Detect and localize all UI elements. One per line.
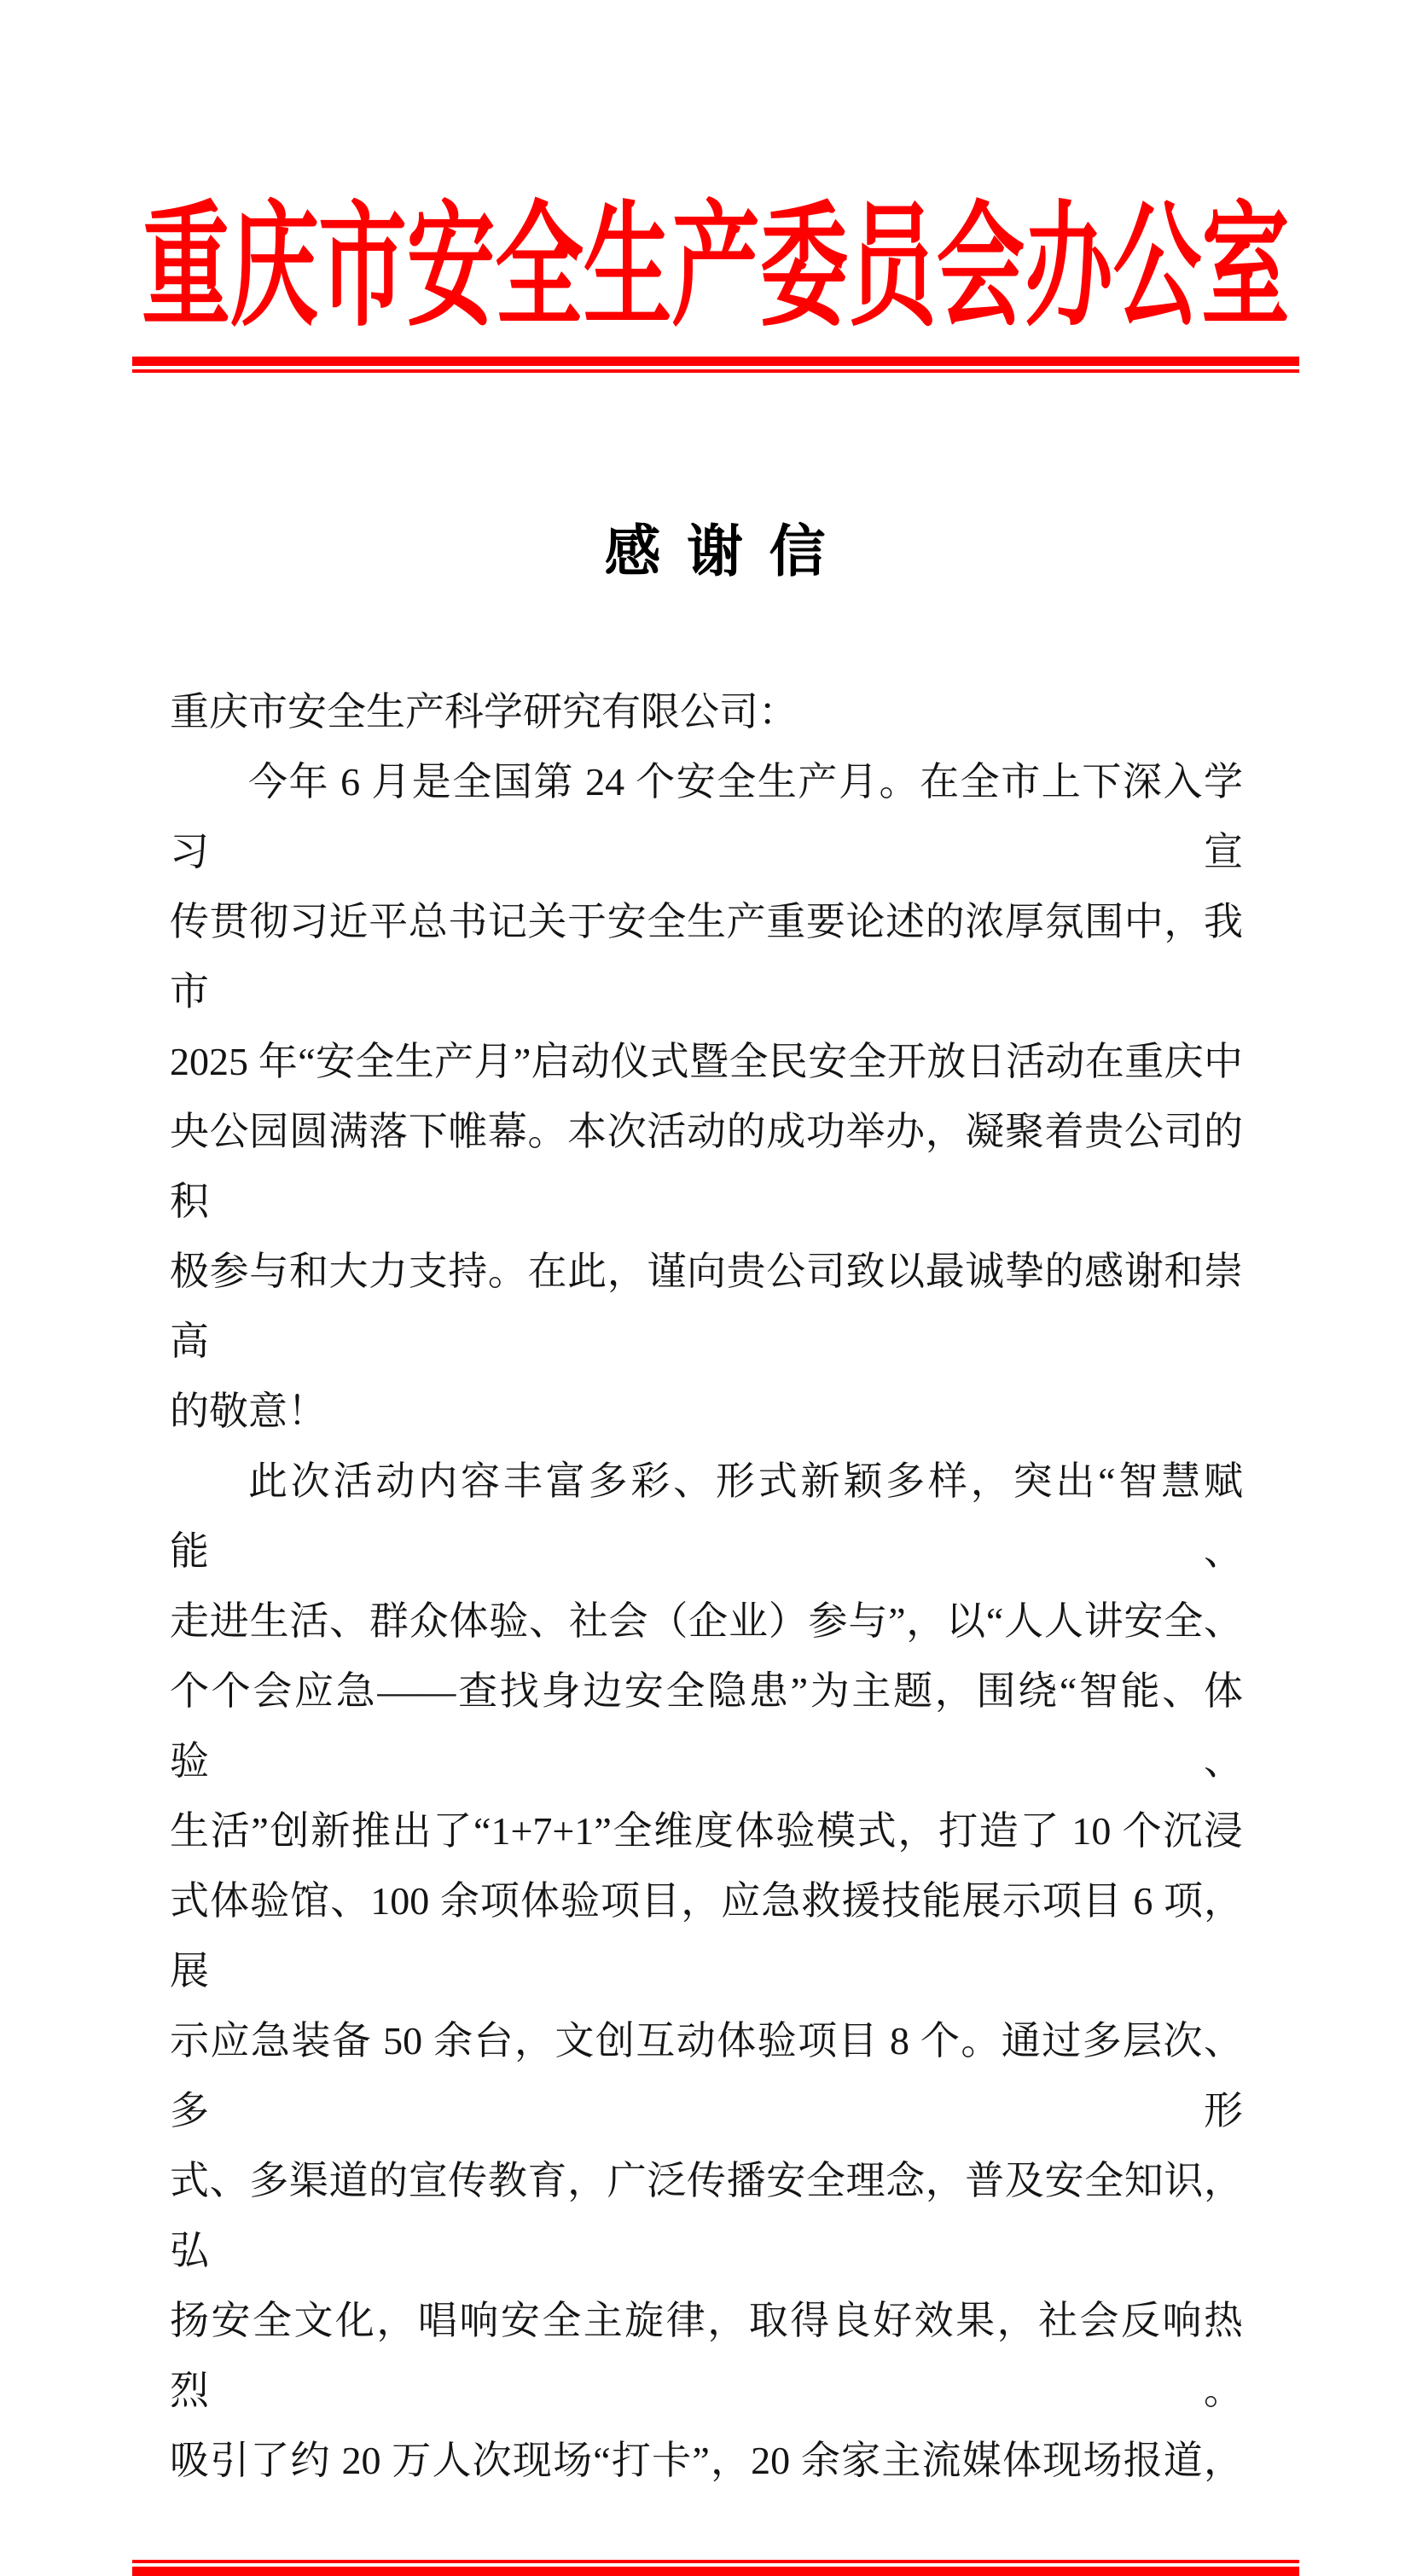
body-line: 走进生活、群众体验、社会（企业）参与”，以“人人讲安全、 xyxy=(170,1599,1243,1643)
salutation-line: 重庆市安全生产科学研究有限公司： xyxy=(170,690,798,734)
body-line: 扬安全文化，唱响安全主旋律，取得良好效果，社会反响热烈。 xyxy=(170,2299,1243,2412)
body-line: 今年 6 月是全国第 24 个安全生产月。在全市上下深入学习宣 xyxy=(170,760,1243,873)
footer-divider xyxy=(132,2560,1299,2576)
body-line: 的敬意！ xyxy=(170,1390,327,1433)
letter-body xyxy=(170,677,1243,2496)
body-line: 此次活动内容丰富多彩、形式新颖多样，突出“智慧赋能、 xyxy=(170,1459,1243,1573)
letterhead xyxy=(132,194,1299,343)
body-line: 示应急装备 50 余台，文创互动体验项目 8 个。通过多层次、多形 xyxy=(170,2019,1243,2132)
letter-title: 感 谢 信 xyxy=(604,521,827,583)
header-divider-thin-line xyxy=(132,369,1299,373)
body-line: 吸引了约 20 万人次现场“打卡”，20 余家主流媒体现场报道， xyxy=(170,2439,1243,2482)
header-divider-thick-line xyxy=(132,357,1299,366)
body-line: 式、多渠道的宣传教育，广泛传播安全理念，普及安全知识，弘 xyxy=(170,2159,1243,2272)
letterhead-org-name: 重庆市安全生产委员会办公室 xyxy=(142,194,1290,343)
body-line: 生活”创新推出了“1+7+1”全维度体验模式，打造了 10 个沉浸 xyxy=(170,1809,1243,1853)
body-line: 个个会应急——查找身边安全隐患”为主题，围绕“智能、体验、 xyxy=(170,1669,1243,1783)
body-line: 央公园圆满落下帷幕。本次活动的成功举办，凝聚着贵公司的积 xyxy=(170,1110,1243,1223)
body-line: 极参与和大力支持。在此，谨向贵公司致以最诚挚的感谢和崇高 xyxy=(170,1250,1243,1363)
body-line: 传贯彻习近平总书记关于安全生产重要论述的浓厚氛围中，我市 xyxy=(170,900,1243,1013)
footer-divider-thick-line xyxy=(132,2567,1299,2576)
header-divider xyxy=(132,357,1299,373)
body-line: 2025 年“安全生产月”启动仪式暨全民安全开放日活动在重庆中 xyxy=(170,1040,1243,1083)
document-content xyxy=(132,0,1299,2576)
body-line: 式体验馆、100 余项体验项目，应急救援技能展示项目 6 项，展 xyxy=(170,1879,1243,1993)
